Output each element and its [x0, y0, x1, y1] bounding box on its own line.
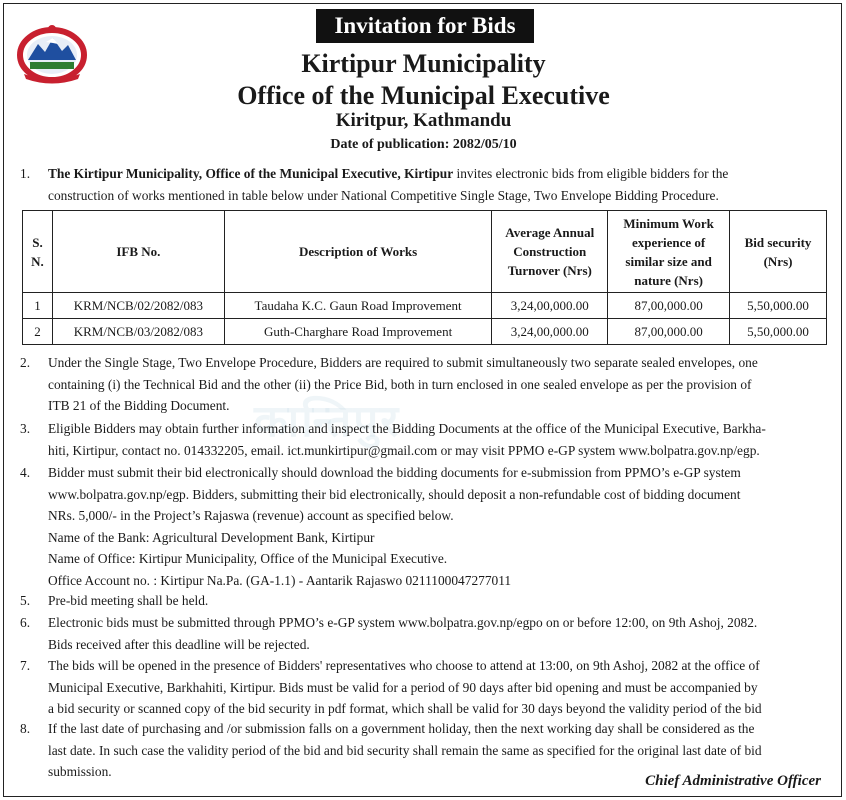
- cell-bid-security: 5,50,000.00: [730, 293, 827, 319]
- cell-bid-security: 5,50,000.00: [730, 319, 827, 345]
- paragraph-4: 4. Bidder must submit their bid electronically should download the bidding documents for e-submission from PPMO’s e-GP system www.bolpatra.gov.np/egp. Bidders, submitting their bid electronically, should deposit a non-refundable cost of bidding document NRs. 5,000/- in the Project’s Rajaswa (revenue) account as specified below. Name of the Bank: Agricultural Development Bank, Kirtipur Name of Office: Kirtipur Municipality, Office of the Municipal Executive. Office Account no. : Kirtipur Na.Pa. (GA-1.1) - Aantarik Rajaswo 0211100047277011: [20, 462, 828, 591]
- cell-ifb-no: KRM/NCB/03/2082/083: [52, 319, 224, 345]
- signatory-title: Chief Administrative Officer: [645, 773, 821, 789]
- organization-name: Kirtipur Municipality: [301, 49, 546, 78]
- cell-sn: 2: [23, 319, 53, 345]
- col-sn: S. N.: [23, 211, 53, 293]
- cell-description: Taudaha K.C. Gaun Road Improvement: [224, 293, 491, 319]
- paragraph-7: 7. The bids will be opened in the presence of Bidders' representatives who choose to attend at 13:00, on 9th Ashoj, 2082 at the office of Municipal Executive, Barkhahiti, Kirtipur. Bids must be valid for a period of 90 days after bid opening and must be accompanied by a bid security or scanned copy of the bid security in pdf format, which shall be valid for 30 days beyond the validity period of the bid: [20, 658, 762, 716]
- paragraph-2: 2. Under the Single Stage, Two Envelope Procedure, Bidders are required to submit simultaneously two separate sealed envelopes, one containing (i) the Technical Bid and the other (ii) the Price Bid, both in turn enclosed in one sealed envelope as per the provision of ITB 21 of the Bidding Document.: [20, 355, 758, 413]
- cell-sn: 1: [23, 293, 53, 319]
- invitation-text: invites electronic bids from eligible bidders for the: [453, 166, 729, 181]
- cell-experience: 87,00,000.00: [608, 293, 730, 319]
- table-row: [23, 319, 827, 345]
- office-name: Office of the Municipal Executive: [237, 81, 610, 110]
- paragraph-1: [20, 163, 828, 206]
- col-description: Description of Works: [224, 211, 491, 293]
- publication-date: Date of publication: 2082/05/10: [330, 137, 517, 152]
- bank-name: Name of the Bank: Agricultural Development Bank, Kirtipur: [48, 529, 375, 545]
- bids-table: [22, 210, 827, 345]
- page-title-banner: Invitation for Bids: [316, 9, 534, 43]
- office-location: Kiritpur, Kathmandu: [335, 110, 512, 131]
- item-number: 1.: [20, 166, 31, 181]
- col-bid-security: Bid security (Nrs): [730, 211, 827, 293]
- paragraph-5: 5. Pre-bid meeting shall be held.: [20, 593, 209, 608]
- invitation-issuer: The Kirtipur Municipality, Office of the Municipal Executive, Kirtipur: [48, 166, 454, 181]
- cell-ifb-no: KRM/NCB/02/2082/083: [52, 293, 224, 319]
- cell-turnover: 3,24,00,000.00: [492, 319, 608, 345]
- cell-experience: 87,00,000.00: [608, 319, 730, 345]
- paragraph-6: 6. Electronic bids must be submitted through PPMO’s e-GP system www.bolpatra.gov.np/egpo on or before 12:00, on 9th Ashoj, 2082. Bids received after this deadline will be rejected.: [20, 615, 758, 652]
- paragraph-3: 3. Eligible Bidders may obtain further information and inspect the Bidding Documents at the office of the Municipal Executive, Barkha- hiti, Kirtipur, contact no. 014332205, email. ict.munkirtipur@gmail.com or may visit PPMO e-GP system www.bolpatra.gov.np/egp.: [20, 421, 766, 458]
- office-account-number: Office Account no. : Kirtipur Na.Pa. (GA-1.1) - Aantarik Rajaswo 0211100047277011: [48, 572, 512, 588]
- office-account-name: Name of Office: Kirtipur Municipality, Office of the Municipal Executive.: [48, 551, 448, 566]
- cell-turnover: 3,24,00,000.00: [492, 293, 608, 319]
- paragraph-8: 8. If the last date of purchasing and /or submission falls on a government holiday, then the next working day shall be considered as the last date. In such case the validity period of the bid and bid security shall remain the same as specified for the original last date of bid submission.: [20, 721, 762, 779]
- col-turnover: Average Annual Construction Turnover (Nrs): [492, 211, 608, 293]
- col-ifb-no: IFB No.: [52, 211, 224, 293]
- watermark: कान्तिपुर: [254, 396, 401, 447]
- table-row: [23, 293, 827, 319]
- invitation-text-line2: construction of works mentioned in table below under National Competitive Single Stage, Two Envelope Bidding Procedure.: [48, 187, 719, 203]
- cell-description: Guth-Charghare Road Improvement: [224, 319, 491, 345]
- bid-notice: [3, 3, 842, 797]
- col-experience: Minimum Work experience of similar size and nature (Nrs): [608, 211, 730, 293]
- table-header-row: [23, 211, 827, 293]
